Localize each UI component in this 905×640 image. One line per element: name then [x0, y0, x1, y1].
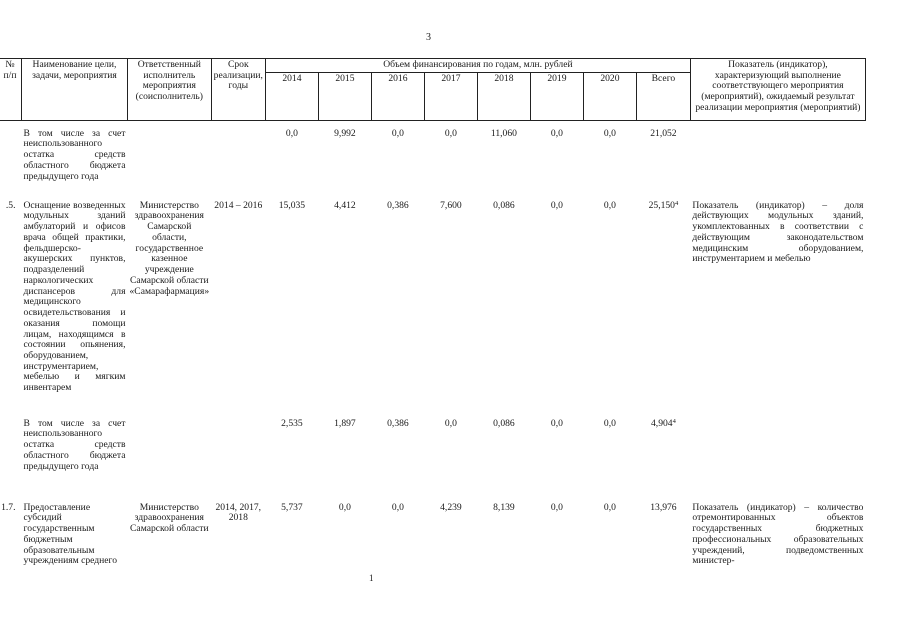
row-value: 7,600	[440, 199, 462, 211]
row-num	[0, 129, 22, 191]
row-value: 11,060	[490, 128, 517, 139]
header-num: № п/п	[0, 59, 22, 121]
row-value: 2,535	[281, 417, 303, 429]
header-year: 2020	[583, 72, 636, 120]
row-value: 0,0	[285, 128, 298, 139]
table-row	[0, 409, 865, 503]
row-total: 4,904$^4$	[651, 417, 676, 429]
row-num	[0, 409, 22, 503]
row-value: 1,897	[334, 417, 356, 429]
row-value: 0,0	[444, 417, 457, 429]
row-value: 0,386	[387, 417, 409, 429]
row-value: 0,0	[603, 502, 616, 513]
row-indicator	[690, 129, 865, 191]
row-value: 0,0	[444, 128, 457, 139]
bottom-mark: 1	[369, 573, 374, 583]
row-num: 1.7.	[1, 502, 16, 513]
header-volume: Объем финансирования по годам, млн. рублей	[265, 59, 690, 73]
row-responsible: Министерство здравоохранения Самарской области, государственное казенное учреждение Самарской области «Самарафармация»	[129, 199, 210, 297]
row-value: 0,086	[493, 417, 515, 429]
row-value: 0,0	[391, 128, 404, 139]
row-value: 8,139	[493, 502, 515, 513]
row-term	[211, 129, 265, 191]
row-responsible	[128, 409, 212, 503]
header-year: 2016	[371, 72, 424, 120]
footnote-mark: 4	[674, 199, 679, 207]
header-year: 2015	[318, 72, 371, 120]
row-total: 13,976	[650, 502, 677, 513]
row-value: 4,239	[440, 502, 462, 513]
row-value: 0,0	[391, 502, 404, 513]
row-value: 0,0	[550, 417, 563, 429]
row-term: 2014, 2017, 2018	[215, 502, 262, 524]
row-value: 0,0	[550, 128, 563, 139]
row-value: 0,0	[603, 417, 616, 429]
footnote-mark: 4	[672, 417, 676, 425]
financing-table	[0, 58, 866, 583]
row-value: 0,0	[603, 128, 616, 139]
row-value: 0,086	[493, 199, 515, 211]
row-term	[211, 409, 265, 503]
row-responsible: Министерство здравоохранения Самарской области	[130, 502, 209, 535]
row-value: 0,0	[338, 502, 351, 513]
row-value: 0,0	[550, 502, 563, 513]
row-total: 21,052	[650, 128, 677, 139]
header-year: 2017	[424, 72, 477, 120]
header-term: Срок реализации, годы	[211, 59, 265, 121]
table-row	[0, 191, 865, 409]
row-indicator	[690, 409, 865, 503]
row-value: 0,386	[387, 199, 409, 211]
table-row	[0, 129, 865, 191]
row-name: В том числе за счет неиспользованного остатка средств областного бюджета предыдущего года	[23, 417, 126, 472]
row-name: Предоставление субсидий государственным бюджетным образовательным учреждениям среднего	[23, 502, 118, 567]
header-year: 2014	[265, 72, 318, 120]
table-row	[0, 503, 865, 583]
row-value: 9,992	[334, 128, 356, 139]
header-indicator: Показатель (индикатор), характеризующий выполнение соответствующего мероприятия (мероприятий), ожидаемый результат реализации мероприятия (мероприятий)	[690, 59, 865, 121]
row-value: 15,035	[278, 199, 306, 211]
header-responsible: Ответственный исполнитель мероприятия (соисполнитель)	[128, 59, 212, 121]
row-name: Оснащение возведенных модульных зданий амбулаторий и офисов врача общей практики, фельдшерско-акушерских пунктов, подразделений наркологических диспансеров для медицинского освидетельствования и оказания помощи лицам, находящимся в состоянии опьянения, оборудованием, инструментарием, мебелью и мягким инвентарем	[23, 199, 126, 394]
row-total: 25,150$^4$	[648, 199, 679, 211]
header-total: Всего	[636, 72, 690, 120]
header-name: Наименование цели, задачи, мероприятия	[22, 59, 128, 121]
row-indicator: Показатель (индикатор) – количество отремонтированных объектов государственных бюджетных профессиональных образовательных учреждений, подведомственных министер-	[692, 502, 864, 567]
row-value: 0,0	[603, 199, 616, 211]
row-name: В том числе за счет неиспользованного остатка средств областного бюджета предыдущего года	[23, 128, 126, 182]
row-value: 0,0	[550, 199, 563, 211]
row-value: 5,737	[281, 502, 303, 513]
row-value: 4,412	[334, 199, 356, 211]
header-year: 2018	[477, 72, 530, 120]
row-num: .5.	[5, 199, 16, 211]
header-year: 2019	[530, 72, 583, 120]
page-number: 3	[426, 32, 431, 43]
row-indicator: Показатель (индикатор) – доля действующих модульных зданий, укомплектованных в соответствии с действующим законодательством медицинским оборудованием, инструментарием и мебелью	[692, 199, 864, 265]
row-responsible	[128, 129, 212, 191]
row-term: 2014 – 2016	[214, 199, 263, 211]
